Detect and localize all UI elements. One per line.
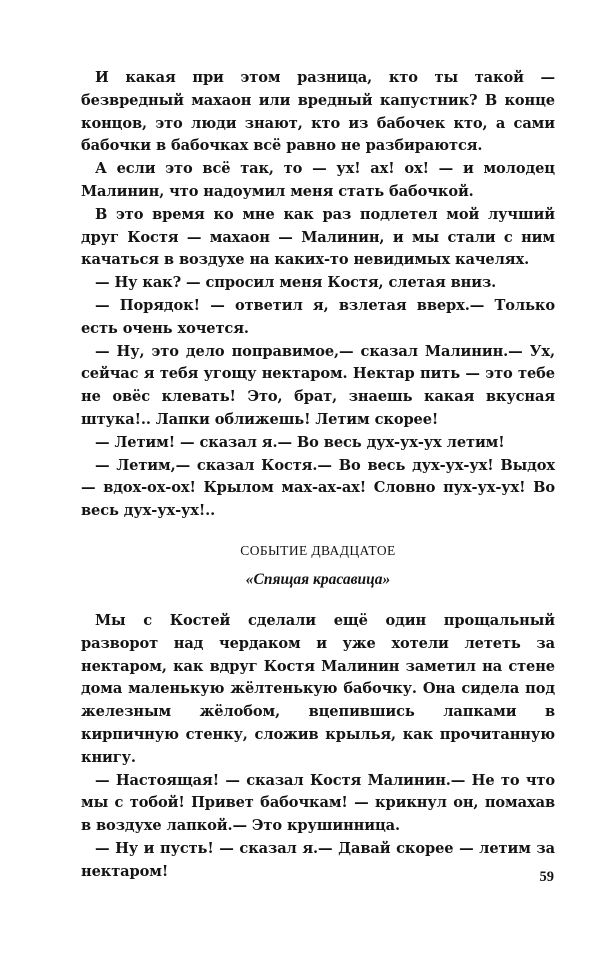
dialogue-line: — Порядок! — ответил я, взлетая вверх.— Только есть очень хочется. — [81, 296, 555, 337]
dialogue-line: — Ну и пусть! — сказал я.— Давай скорее — летим за нектаром! — [81, 839, 555, 880]
dialogue-line: — Ну, это дело поправимое,— сказал Малинин.— Ух, сейчас я тебя угощу нектаром. Нектар пить — это тебе не овёс клевать! Это, брат, знаешь какая вкусная штука!.. Лапки оближешь! Летим скорее! — [81, 342, 555, 428]
dialogue-line: — Летим! — сказал я.— Во весь дух-ух-ух летим! — [95, 433, 505, 451]
dialogue-line: — Летим,— сказал Костя.— Во весь дух-ух-ух! Выдох — вдох-ох-ох! Крылом мах-ах-ах! Словно пух-ух-ух! Во весь дух-ух-ух!.. — [81, 456, 555, 520]
dialogue-line: — Ну как? — спросил меня Костя, слетая вниз. — [95, 274, 497, 292]
chapter-subtitle: «Спящая красавица» — [245, 571, 391, 588]
paragraph: В это время ко мне как раз подлетел мой лучший друг Костя — махаон — Малинин, и мы стали с ним качаться в воздухе на каких-то невидимых качелях. — [81, 205, 555, 269]
text-block-bottom — [81, 610, 555, 884]
paragraph: И какая при этом разница, кто ты такой — безвредный махаон или вредный капустник? В конце концов, это люди знают, кто из бабочек кто, а сами бабочки в бабочках всё равно не разбираются. — [81, 69, 555, 155]
text-block-top — [81, 67, 555, 523]
paragraph: А если это всё так, то — ух! ах! ох! — и молодец Малинин, что надоумил меня стать бабочкой. — [81, 160, 555, 200]
chapter-title: СОБЫТИЕ ДВАДЦАТОЕ — [240, 543, 396, 558]
paragraph: Мы с Костей сделали ещё один прощальный разворот над чердаком и уже хотели лететь за нектаром, как вдруг Костя Малинин заметил на стене дома маленькую жёлтенькую бабочку. Она сидела под железным жёлобом, вцепившись лапками в кирпичную стенку, сложив крылья, как прочитанную книгу. — [81, 612, 555, 766]
page-number: 59 — [539, 869, 554, 885]
dialogue-line: — Настоящая! — сказал Костя Малинин.— Не то что мы с тобой! Привет бабочкам! — крикнул он, помахав в воздухе лапкой.— Это крушинница. — [81, 771, 555, 835]
